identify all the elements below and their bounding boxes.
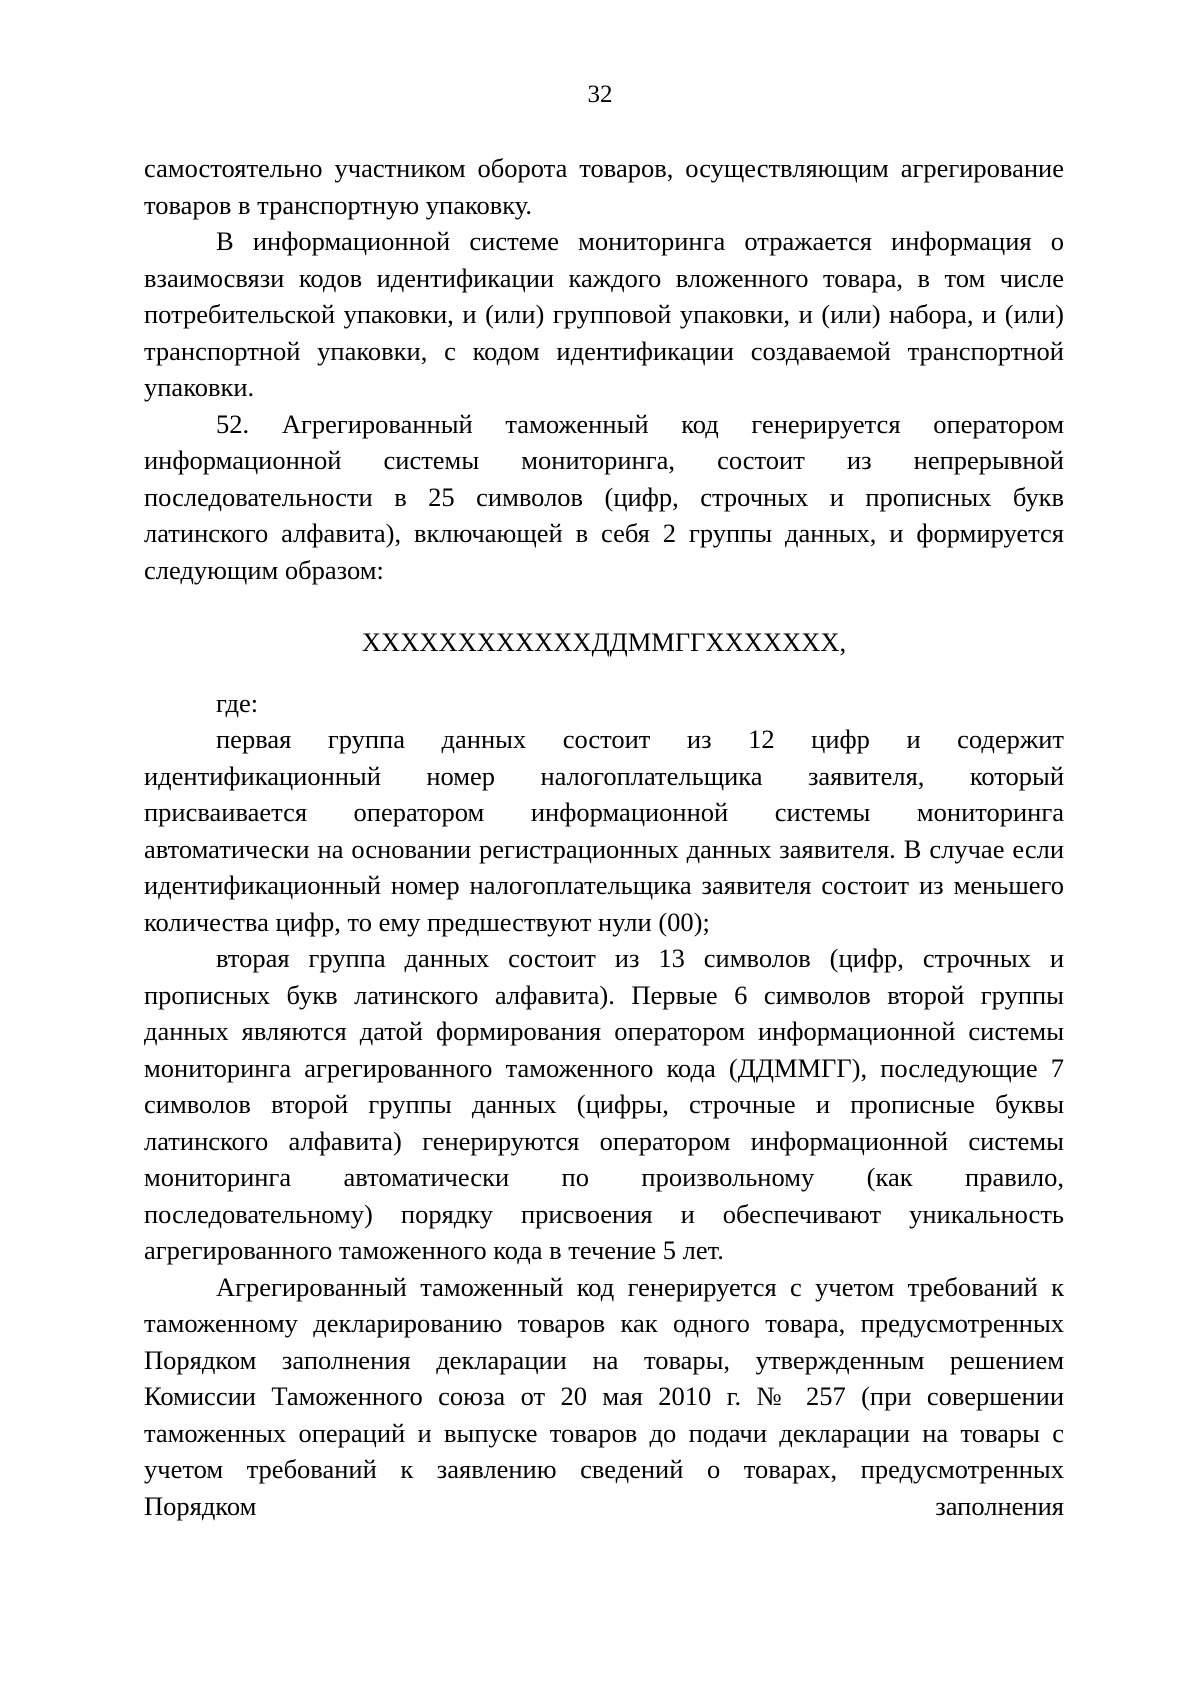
paragraph-customs-requirements: Агрегированный таможенный код генерируется с учетом требований к таможенному декларированию товаров как одного товара, предусмотренных Порядком заполнения декларации на товары, утвержденным решением Комиссии Таможенного союза от 20 мая 2010 г. № 257 (при совершении таможенных операций и выпуске товаров до подачи декларации на товары с учетом требований к заявлению сведений о товарах, предусмотренных Порядком заполнения bbox=[144, 1271, 1064, 1521]
paragraph-second-group: вторая группа данных состоит из 13 символов (цифр, строчных и прописных букв латинского алфавита). Первые 6 символов второй группы данных являются датой формирования оператором информационной системы мониторинга агрегированного таможенного кода (ДДММГГ), последующие 7 символов второй группы данных (цифры, строчные и прописные буквы латинского алфавита) генерируются оператором информационной системы мониторинга автоматически по произвольному (как правило, последовательному) порядку присвоения и обеспечивают уникальность агрегированного таможенного кода в течение 5 лет. bbox=[144, 943, 1064, 1265]
page-number: 32 bbox=[587, 81, 613, 108]
paragraph-monitoring-info: В информационной системе мониторинга отражается информация о взаимосвязи кодов идентификации каждого вложенного товара, в том числе потребительской упаковки, и (или) групповой упаковки, и (или) набора, и (или) транспортной упаковки, с кодом идентификации создаваемой транспортной упаковки. bbox=[144, 226, 1064, 402]
paragraph-first-group: первая группа данных состоит из 12 цифр и содержит идентификационный номер налогоплательщика заявителя, который присваивается оператором информационной системы мониторинга автоматически на основании регистрационных данных заявителя. В случае если идентификационный номер налогоплательщика заявителя состоит из меньшего количества цифр, то ему предшествуют нули (00); bbox=[144, 724, 1064, 937]
paragraph-where: где: bbox=[216, 687, 259, 718]
paragraph-continuation: самостоятельно участником оборота товаров, осуществляющим агрегирование товаров в транспортную упаковку. bbox=[144, 153, 1064, 220]
document-body bbox=[144, 150, 1064, 1524]
code-format-formula: XXXXXXXXXXXXДДММГГXXXXXXX, bbox=[361, 627, 847, 657]
paragraph-52: 52. Агрегированный таможенный код генерируется оператором информационной системы мониторинга, состоит из непрерывной последовательности в 25 символов (цифр, строчных и прописных букв латинского алфавита), включающей в себя 2 группы данных, и формируется следующим образом: bbox=[144, 408, 1064, 585]
